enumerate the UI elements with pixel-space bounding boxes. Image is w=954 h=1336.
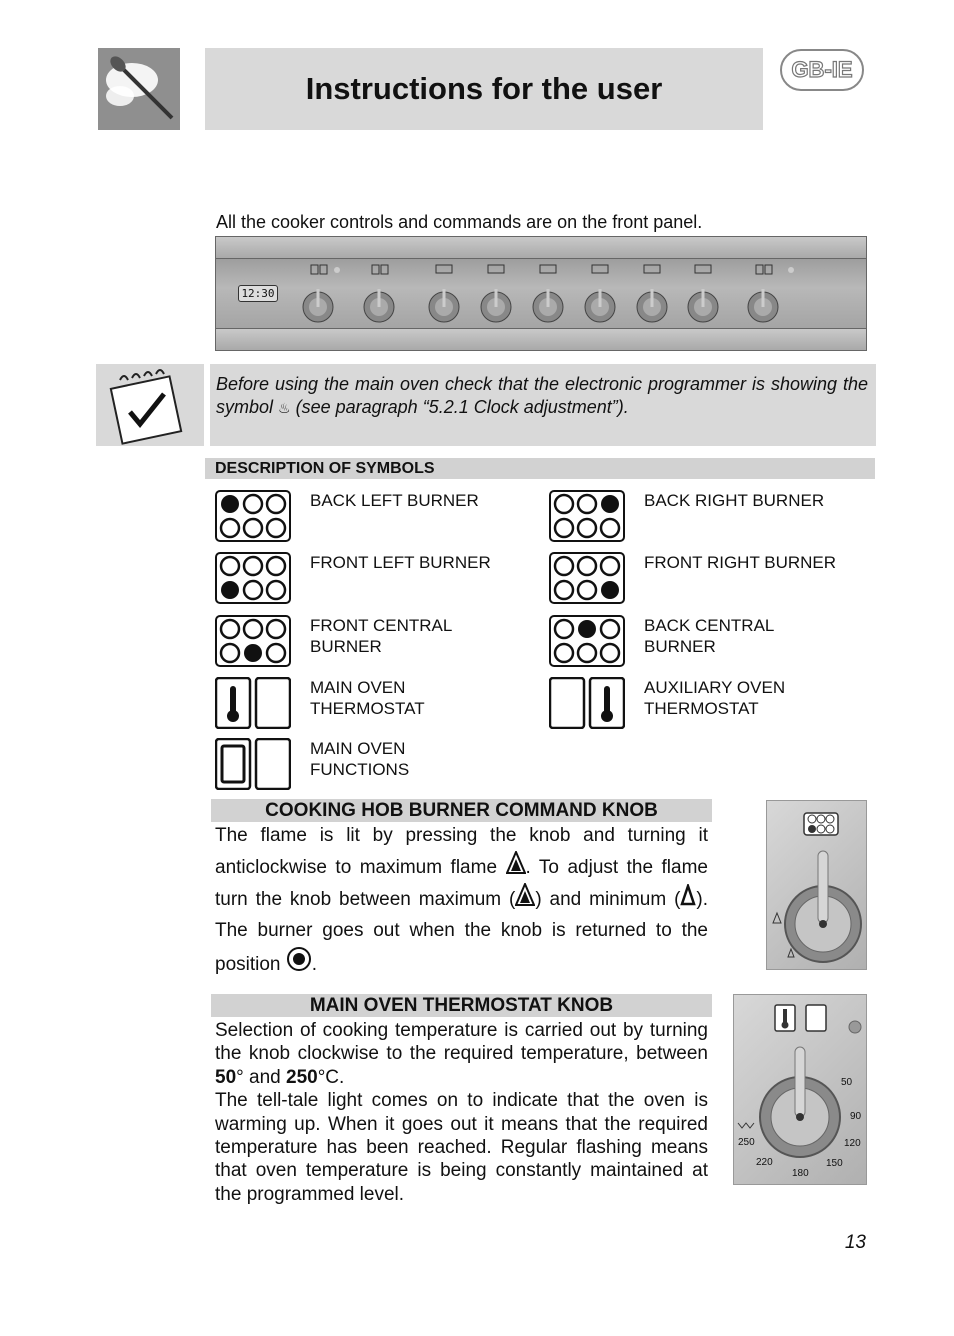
panel-knob-burner-2: [481, 265, 511, 322]
page-title-bar: [205, 48, 763, 130]
thermostat-text-1b: ° and: [236, 1066, 286, 1088]
symbol-label-back-left: BACK LEFT BURNER: [310, 491, 479, 510]
symbol-label-back-central: BACK CENTRAL BURNER: [644, 616, 774, 656]
front-central-burner-icon: [215, 615, 291, 667]
max-flame-icon-2: [515, 883, 535, 907]
note-icon-box: [96, 364, 204, 446]
dial-label-90: 90: [850, 1111, 862, 1122]
back-central-burner-icon: [549, 615, 625, 667]
hob-knob-text: [215, 820, 708, 980]
symbol-label-main-functions: MAIN OVEN FUNCTIONS: [310, 739, 410, 779]
note-text-part2: (see paragraph “5.2.1 Clock adjustment”).: [295, 397, 629, 417]
hob-knob-text-2: . To adjust the flame turn the knob between maximum (: [215, 857, 708, 910]
main-oven-thermostat-icon: [215, 677, 291, 729]
thermostat-text-para1: [215, 1019, 708, 1089]
panel-knobs: [216, 237, 866, 350]
thermostat-knob-illustration: [733, 994, 867, 1185]
front-left-burner-icon: [215, 552, 291, 604]
min-flame-icon: [680, 884, 696, 906]
symbol-label-main-thermostat: MAIN OVEN THERMOSTAT: [310, 678, 425, 718]
control-panel-illustration: [215, 236, 867, 351]
symbols-heading: DESCRIPTION OF SYMBOLS: [205, 458, 875, 479]
symbol-label-front-right: FRONT RIGHT BURNER: [644, 553, 837, 572]
panel-knob-burner-5: [637, 265, 667, 322]
panel-knob-oven-functions: [364, 265, 394, 322]
min-temp: 50: [215, 1066, 237, 1088]
chef-spoon-icon: [98, 48, 180, 130]
hob-knob-heading: COOKING HOB BURNER COMMAND KNOB: [211, 799, 712, 822]
programmer-clock: 12:30: [238, 285, 278, 302]
main-oven-functions-icon: [215, 738, 291, 790]
chef-logo: [98, 48, 180, 130]
thermostat-text-1a: Selection of cooking temperature is carried out by turning the knob clockwise to the required temperature, between: [215, 1020, 708, 1065]
dial-label-220: 220: [756, 1157, 773, 1168]
thermostat-text-para2: The tell-tale light comes on to indicate that the oven is warming up. When it goes out it means that the required temperature has been reached. Regular flashing means that oven temperature is being constantly maintained at the programmed level.: [215, 1090, 708, 1205]
language-badge: GB-IE: [780, 49, 864, 91]
symbol-label-front-central: FRONT CENTRAL BURNER: [310, 616, 452, 656]
aux-oven-thermostat-icon: [549, 677, 625, 729]
page-number: 13: [844, 1232, 866, 1253]
thermostat-text-1c: °C.: [317, 1066, 345, 1088]
symbol-label-front-left: FRONT LEFT BURNER: [310, 553, 491, 572]
dial-label-150: 150: [826, 1158, 843, 1169]
back-left-burner-icon: [215, 490, 291, 542]
max-flame-icon: [506, 851, 526, 875]
hob-knob-text-1: The flame is lit by pressing the knob and turning it anticlockwise to maximum flame: [215, 825, 708, 878]
panel-knob-burner-1: [429, 265, 459, 322]
hob-knob-text-3: ) and minimum (: [535, 889, 681, 910]
dial-label-250: 250: [738, 1137, 755, 1148]
thermostat-knob-heading: MAIN OVEN THERMOSTAT KNOB: [211, 994, 712, 1017]
symbol-label-aux-thermostat: AUXILIARY OVEN THERMOSTAT: [644, 678, 786, 718]
note-text: [216, 373, 868, 420]
burner-knob-illustration: [766, 800, 867, 970]
back-right-burner-icon: [549, 490, 625, 542]
hob-knob-text-5: .: [311, 954, 318, 975]
dial-label-120: 120: [844, 1138, 861, 1149]
hob-knob-text-4: ). The burner goes out when the knob is returned to the position: [215, 889, 709, 975]
off-position-icon: [286, 946, 312, 972]
panel-knob-burner-3: [533, 265, 563, 322]
panel-knob-burner-6: [688, 265, 718, 322]
dial-label-180: 180: [792, 1168, 809, 1179]
intro-text: All the cooker controls and commands are on the front panel.: [216, 212, 703, 232]
thermostat-knob-image: [734, 995, 866, 1184]
thermostat-knob-text: [215, 1019, 708, 1206]
burner-knob-image: [767, 801, 866, 969]
page-title: Instructions for the user: [305, 71, 663, 106]
front-right-burner-icon: [549, 552, 625, 604]
notepad-check-icon: [96, 364, 204, 446]
symbol-label-back-right: BACK RIGHT BURNER: [644, 491, 825, 510]
panel-knob-burner-4: [585, 265, 615, 322]
dial-label-50: 50: [841, 1077, 853, 1088]
max-temp: 250: [286, 1066, 318, 1088]
panel-knob-aux-thermostat: [748, 265, 794, 322]
oven-symbol-icon: ♨: [278, 400, 291, 416]
panel-knob-main-thermostat: [303, 265, 340, 322]
note-text-part1: Before using the main oven check that the electronic programmer is showing the symbol: [216, 374, 868, 417]
